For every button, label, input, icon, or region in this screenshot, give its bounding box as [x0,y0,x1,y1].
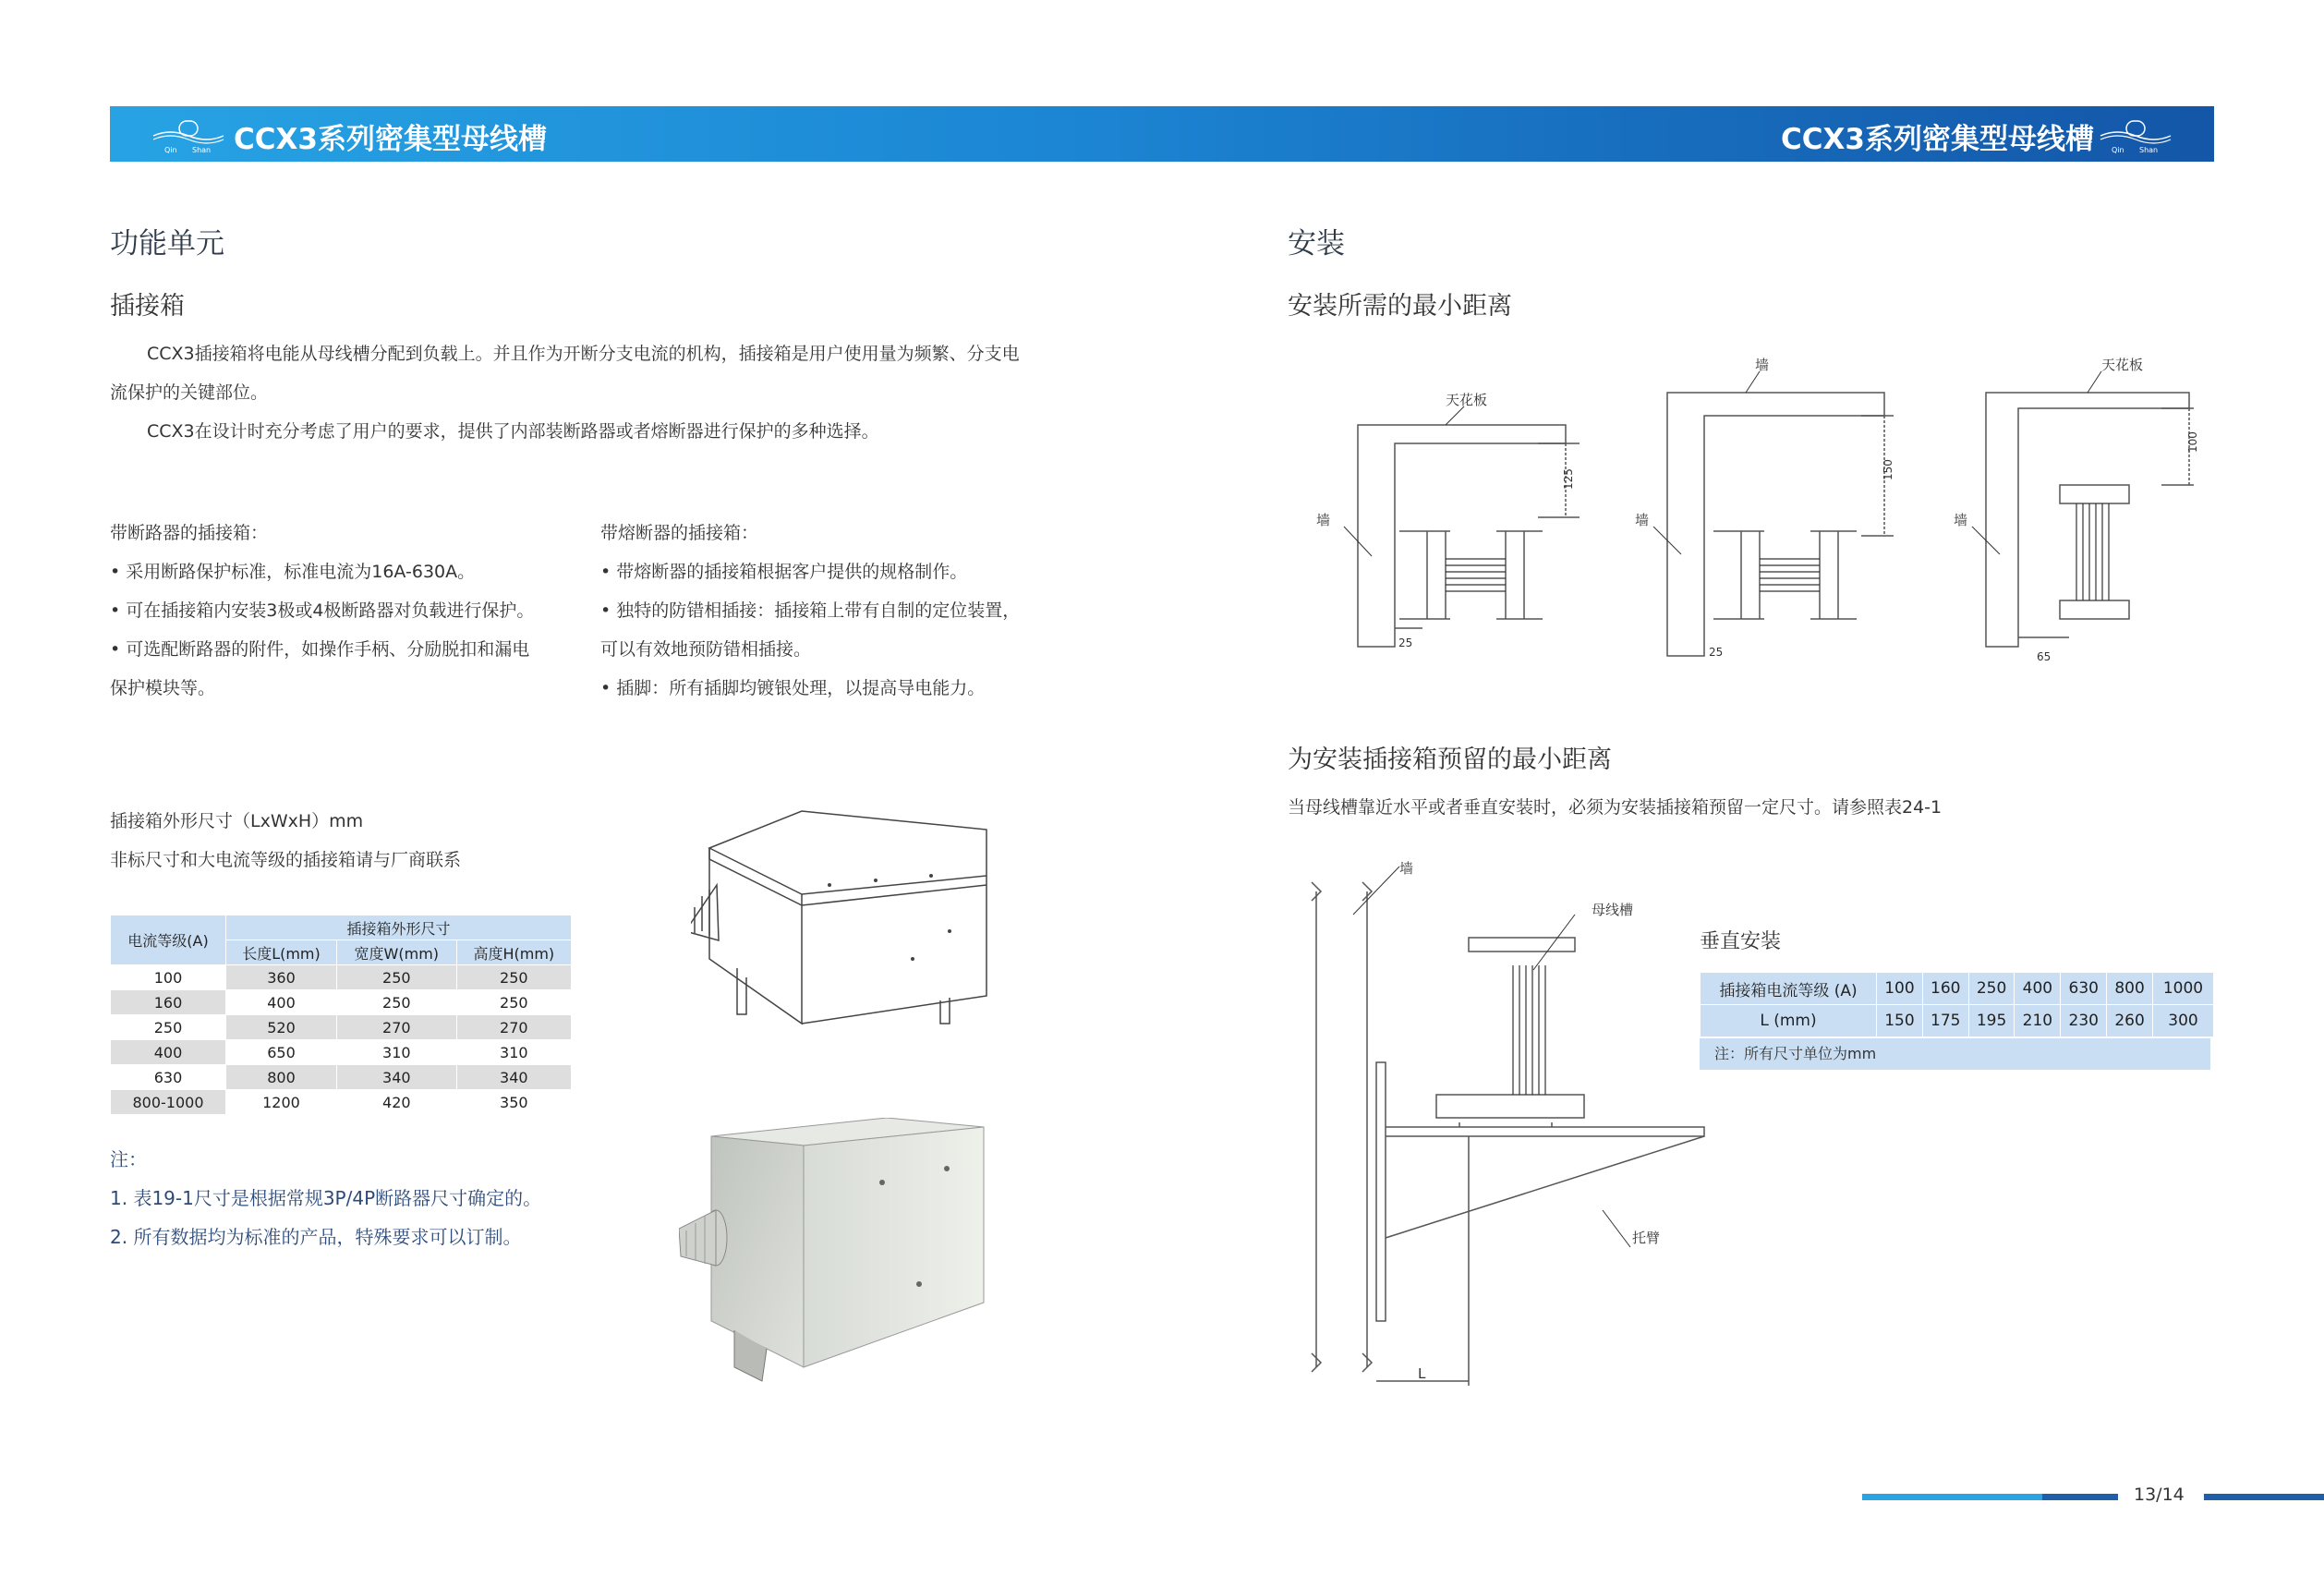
cell: 520 [226,1015,337,1040]
svg-text:墙: 墙 [1755,357,1770,373]
table-row [111,1040,572,1065]
cell: 340 [456,1065,571,1090]
header-title-left: CCX3系列密集型母线槽 [234,123,547,156]
note-item: 1. 表19-1尺寸是根据常规3P/4P断路器尺寸确定的。 [110,1187,542,1209]
table-header-current: 电流等级(A) [111,915,226,965]
breaker-title: 带断路器的插接箱： [110,523,269,543]
svg-text:25: 25 [1398,636,1413,649]
cell: 250 [111,1015,226,1040]
cell: 360 [226,965,337,990]
cell: 270 [456,1015,571,1040]
cell: 420 [336,1090,456,1115]
cell: 250 [336,965,456,990]
fuse-item: 可以有效地预防错相插接。 [600,639,812,660]
cell: 250 [336,990,456,1015]
tapbox-distance-desc: 当母线槽靠近水平或者垂直安装时，必须为安装插接箱预留一定尺寸。请参照表24-1 [1288,797,1943,818]
svg-text:65: 65 [2037,650,2052,663]
table-row [111,1065,572,1090]
tapbox-photo [679,1118,1011,1386]
svg-text:母线槽: 母线槽 [1592,902,1634,918]
vertical-table-note: 注：所有尺寸单位为mm [1700,1038,2210,1070]
header-title-right: CCX3系列密集型母线槽 [1781,123,2094,156]
min-distance-title: 安装所需的最小距离 [1288,292,1512,321]
table-row [1701,1005,2214,1037]
table-header-height: 高度H(mm) [456,940,571,965]
cell: 100 [1877,973,1923,1005]
svg-text:墙: 墙 [1399,860,1414,877]
fuse-tapbox-block [600,514,1081,708]
fuse-item: • 带熔断器的插接箱根据客户提供的规格制作。 [600,562,968,582]
cell: 650 [226,1040,337,1065]
svg-text:150: 150 [1882,459,1894,480]
min-distance-diagram-2 [1626,351,1921,665]
cell: 350 [456,1090,571,1115]
cell: 100 [111,965,226,990]
notes-title: 注： [110,1148,147,1170]
cell: 230 [2061,1005,2107,1037]
table-row [1701,973,2214,1005]
tapbox-distance-title: 为安装插接箱预留的最小距离 [1288,746,1612,774]
svg-text:天花板: 天花板 [2101,357,2144,373]
cell: 250 [456,990,571,1015]
fuse-title: 带熔断器的插接箱： [600,523,759,543]
cell: 300 [2152,1005,2213,1037]
busway-bracket-drawing [1298,850,1713,1404]
footer-line-left [1862,1494,2042,1500]
breaker-item: • 可选配断路器的附件，如操作手柄、分励脱扣和漏电 [110,639,530,660]
table-header-length: 长度L(mm) [226,940,337,965]
cell: 160 [111,990,226,1015]
cell: 400 [111,1040,226,1065]
fuse-item: • 独特的防错相插接：插接箱上带有自制的定位装置， [600,600,1021,621]
dims-caption-1: 插接箱外形尺寸（LxWxH）mm [110,811,364,831]
svg-text:L: L [1418,1365,1426,1382]
row-label-current: 插接箱电流等级 (A) [1701,973,1877,1005]
subsection-title-tapbox: 插接箱 [110,292,185,321]
table-row [111,1090,572,1115]
breaker-item: 保护模块等。 [110,678,216,698]
cell: 270 [336,1015,456,1040]
table-row [111,990,572,1015]
intro-line-3: CCX3在设计时充分考虑了用户的要求，提供了内部装断路器或者熔断器进行保护的多种选择。 [147,421,879,442]
svg-text:Qin: Qin [164,146,177,154]
min-distance-diagram-3 [1940,351,2217,665]
cell: 400 [2015,973,2061,1005]
svg-text:Shan: Shan [2139,146,2159,154]
svg-text:25: 25 [1709,646,1724,659]
table-row [111,965,572,990]
cell: 195 [1968,1005,2015,1037]
svg-text:墙: 墙 [1635,512,1650,528]
header-banner [110,106,2214,162]
breaker-item: • 采用断路保护标准，标准电流为16A-630A。 [110,562,476,582]
section-title-installation: 安装 [1288,227,1345,261]
cell: 1000 [2152,973,2213,1005]
fuse-item: • 插脚：所有插脚均镀银处理，以提高导电能力。 [600,678,986,698]
svg-text:墙: 墙 [1316,512,1331,528]
page-number: 13/14 [2134,1485,2185,1505]
svg-text:Qin: Qin [2112,146,2124,154]
cell: 400 [226,990,337,1015]
cell: 800 [2107,973,2153,1005]
svg-text:Shan: Shan [192,146,212,154]
cell: 260 [2107,1005,2153,1037]
table-header-width: 宽度W(mm) [336,940,456,965]
section-title-functional-unit: 功能单元 [110,227,224,261]
cell: 630 [2061,973,2107,1005]
cell: 800 [226,1065,337,1090]
svg-text:100: 100 [2186,431,2199,453]
cell: 250 [1968,973,2015,1005]
cell: 340 [336,1065,456,1090]
cell: 210 [2015,1005,2061,1037]
svg-text:墙: 墙 [1954,512,1968,528]
tapbox-dimensions-table [110,915,572,1115]
tapbox-line-drawing [691,793,1005,1042]
dims-caption-2: 非标尺寸和大电流等级的插接箱请与厂商联系 [110,850,462,870]
notes-block [110,1140,541,1256]
intro-paragraph [110,334,1052,451]
cell: 310 [336,1040,456,1065]
intro-line-1: CCX3插接箱将电能从母线槽分配到负载上。并且作为开断分支电流的机构，插接箱是用户使用量为频繁、分支电 [147,344,1020,364]
breaker-item: • 可在插接箱内安装3极或4极断路器对负载进行保护。 [110,600,535,621]
vertical-install-table [1700,972,2214,1037]
table-row [111,1015,572,1040]
row-label-length: L (mm) [1701,1005,1877,1037]
note-item: 2. 所有数据均为标准的产品，特殊要求可以订制。 [110,1226,522,1248]
cell: 310 [456,1040,571,1065]
company-logo-left-icon [151,112,225,156]
table-header-group: 插接箱外形尺寸 [226,915,572,940]
vertical-install-title: 垂直安装 [1700,930,1782,953]
cell: 1200 [226,1090,337,1115]
cell: 630 [111,1065,226,1090]
breaker-tapbox-block [110,514,590,708]
footer-line-mid [2042,1494,2118,1500]
cell: 800-1000 [111,1090,226,1115]
svg-text:125: 125 [1562,468,1575,490]
cell: 175 [1922,1005,1968,1037]
svg-text:托臂: 托臂 [1632,1230,1661,1246]
cell: 250 [456,965,571,990]
dims-caption [110,802,461,879]
min-distance-diagram-1 [1302,351,1598,665]
svg-text:天花板: 天花板 [1446,392,1488,408]
company-logo-right-icon [2099,112,2173,156]
cell: 150 [1877,1005,1923,1037]
footer-line-right [2204,1494,2324,1500]
cell: 160 [1922,973,1968,1005]
intro-line-2: 流保护的关键部位。 [110,382,269,403]
